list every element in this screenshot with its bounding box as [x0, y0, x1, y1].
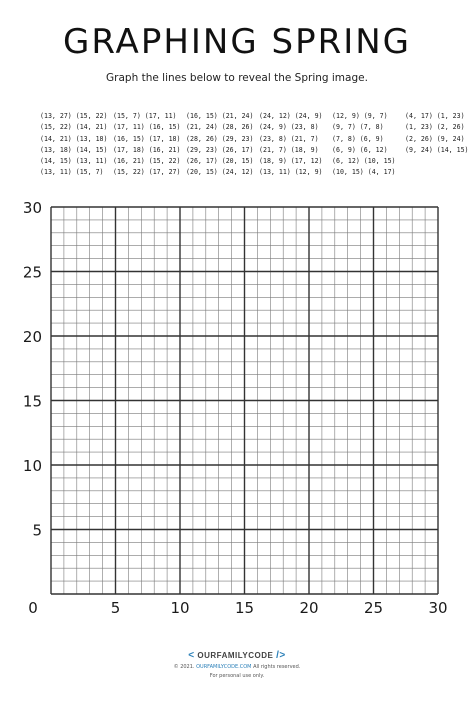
coordinate-pair: (6, 12) (10, 15) [332, 157, 396, 166]
coordinate-pair: (1, 23) (2, 26) [405, 123, 465, 132]
axis-tick-label: 15 [22, 392, 42, 411]
copyright-suffix: All rights reserved. [253, 664, 301, 670]
axis-tick-label: 10 [22, 457, 42, 475]
coordinate-pair: (14, 15) (13, 11) [40, 157, 108, 166]
axis-tick-label: 25 [363, 599, 384, 617]
coordinate-pair: (4, 17) (1, 23) [405, 112, 465, 120]
worksheet-title: GRAPHING SPRING [62, 22, 412, 62]
coordinate-pair: (9, 7) (7, 8) [332, 123, 384, 132]
coordinate-pair: (20, 15) (24, 12) [186, 168, 254, 177]
coordinate-pair: (24, 12) (24, 9) [259, 112, 323, 120]
coordinate-pair: (16, 15) (17, 18) [113, 134, 181, 143]
coordinate-pair: (24, 9) (23, 8) [259, 123, 319, 132]
axis-tick-label: 15 [234, 599, 255, 617]
logo-text: OURFAMILYCODE [197, 651, 274, 660]
coordinate-pair: (13, 11) (15, 7) [40, 168, 104, 177]
axis-tick-label: 5 [32, 521, 42, 540]
coordinate-pair: (13, 27) (15, 22) [40, 112, 108, 120]
coordinate-pair: (13, 11) (12, 9) [259, 168, 323, 177]
axis-tick-label: 30 [428, 599, 448, 617]
axis-tick-label: 20 [299, 599, 319, 617]
usage-note: For personal use only. [209, 673, 265, 679]
axis-tick-label: 10 [170, 599, 190, 617]
coordinate-pair: (15, 22) (17, 27) [113, 168, 181, 177]
axis-tick-label: 20 [22, 328, 42, 346]
axis-tick-label: 0 [28, 599, 38, 617]
coordinate-pair: (23, 8) (21, 7) [259, 134, 319, 143]
coordinate-pair: (16, 21) (15, 22) [113, 157, 181, 166]
coordinate-pair: (15, 22) (14, 21) [40, 123, 108, 132]
copyright-prefix: © 2021. [173, 664, 195, 670]
coordinate-pair: (12, 9) (9, 7) [332, 112, 388, 120]
coordinate-pair: (15, 7) (17, 11) [113, 112, 177, 120]
coordinate-pair: (26, 17) (20, 15) [186, 157, 254, 166]
coordinate-pair: (6, 9) (6, 12) [332, 145, 388, 154]
coordinate-pair: (10, 15) (4, 17) [332, 168, 396, 177]
coordinate-pair: (17, 11) (16, 15) [113, 123, 181, 132]
coordinate-pair: (2, 26) (9, 24) [405, 134, 465, 143]
axis-tick-label: 30 [22, 199, 42, 217]
copyright-site-link[interactable]: OURFAMILYCODE.COM [196, 664, 252, 670]
coordinate-pair: (16, 15) (21, 24) [186, 112, 254, 120]
coordinate-pair: (13, 18) (14, 15) [40, 145, 108, 154]
axis-tick-label: 25 [22, 263, 42, 282]
coordinate-pair: (29, 23) (26, 17) [186, 145, 254, 154]
logo-bracket-open: < [188, 650, 195, 661]
logo-bracket-close: /> [276, 650, 286, 661]
coordinate-pair: (7, 8) (6, 9) [332, 134, 384, 143]
copyright [0, 664, 474, 670]
instructions: Graph the lines below to reveal the Spring image. [106, 72, 368, 84]
coordinate-pair: (28, 26) (29, 23) [186, 134, 254, 143]
coordinate-pair: (17, 18) (16, 21) [113, 145, 181, 154]
axis-tick-label: 5 [110, 599, 121, 617]
coordinate-pair: (21, 24) (28, 26) [186, 123, 254, 132]
coordinate-pair: (14, 21) (13, 18) [40, 134, 108, 143]
coordinate-pair: (18, 9) (17, 12) [259, 157, 323, 166]
coordinate-pair: (21, 7) (18, 9) [259, 145, 319, 154]
coordinate-pair: (9, 24) (14, 15) [405, 145, 469, 154]
brand-logo [0, 650, 474, 661]
